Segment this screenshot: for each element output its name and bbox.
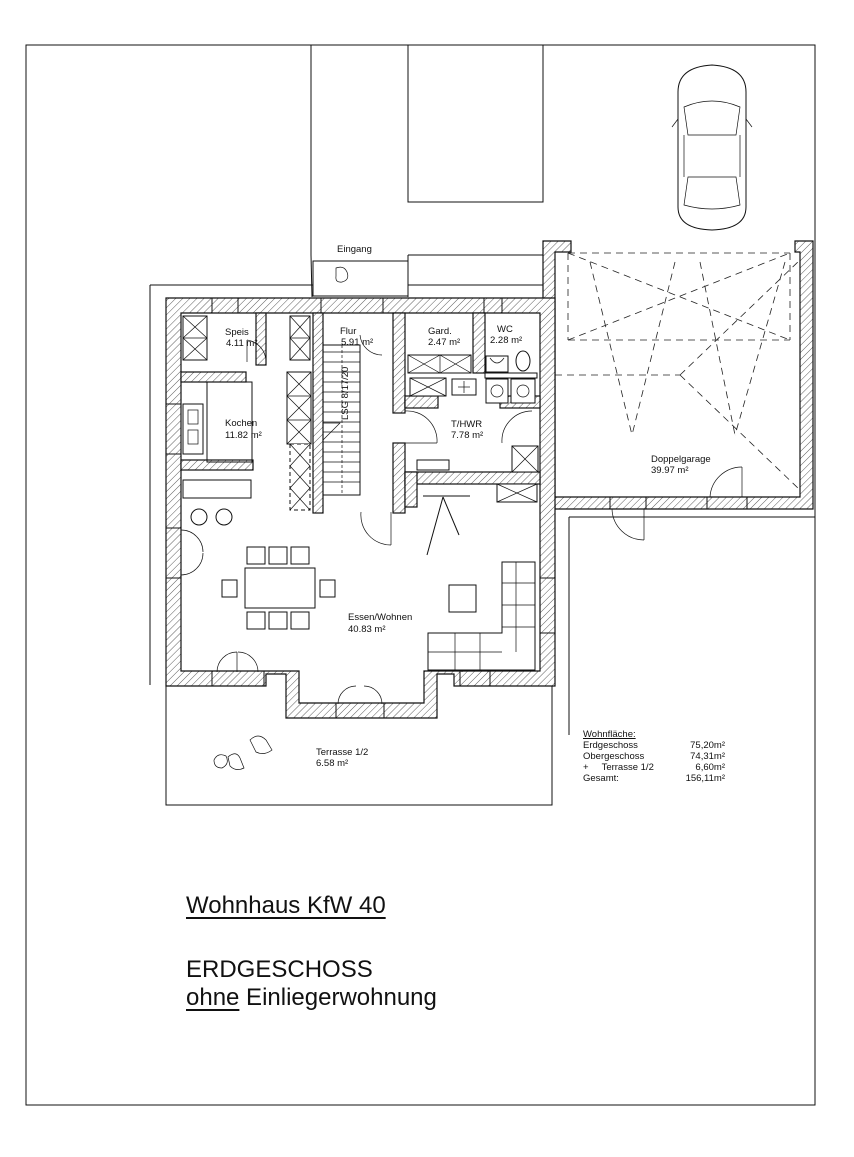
car-icon: [672, 65, 752, 230]
room-area-flur: 5.91 m²: [341, 337, 374, 348]
floor-subtitle-underlined: ohne: [186, 984, 240, 1011]
floor-subtitle-rest: Einliegerwohnung: [239, 984, 437, 1011]
title-block: [186, 892, 437, 1012]
room-name-wc: WC: [497, 324, 513, 335]
area-row-label: + Terrasse 1/2: [583, 762, 654, 773]
floor-title: ERDGESCHOSS: [186, 956, 373, 983]
area-row-label: Obergeschoss: [583, 751, 645, 762]
site-lines: [150, 45, 815, 735]
room-area-speis: 4.11 m²: [226, 338, 258, 349]
room-area-terrasse: 6.58 m²: [316, 758, 349, 769]
area-row-label: Gesamt:: [583, 773, 619, 784]
entrance: [336, 267, 348, 282]
area-row-value: 75,20m²: [690, 740, 725, 751]
room-name-essen: Essen/Wohnen: [348, 612, 413, 623]
room-name-speis: Speis: [225, 327, 249, 338]
room-name-thwr: T/HWR: [451, 419, 483, 430]
room-name-kochen: Kochen: [225, 418, 258, 429]
area-row-label: Erdgeschoss: [583, 740, 638, 751]
room-name-terrasse: Terrasse 1/2: [316, 747, 369, 758]
floor-subtitle: [186, 984, 437, 1012]
area-row: [583, 740, 725, 751]
area-summary: [583, 729, 725, 784]
area-row: [583, 762, 725, 773]
room-area-essen: 40.83 m²: [348, 624, 386, 635]
area-row-value: 156,11m²: [685, 773, 725, 784]
label-eingang: Eingang: [337, 244, 372, 255]
garage-walls: [543, 241, 813, 540]
area-row: [583, 751, 725, 762]
area-row-value: 6,60m²: [695, 762, 725, 773]
room-area-wc: 2.28 m²: [490, 335, 523, 346]
room-name-doppelgarage: Doppelgarage: [651, 454, 711, 465]
project-title: Wohnhaus KfW 40: [186, 892, 386, 919]
area-row: [583, 773, 725, 784]
stair-label: LSG 8/17/20: [340, 366, 351, 420]
area-row-value: 74,31m²: [690, 751, 725, 762]
room-area-thwr: 7.78 m²: [451, 430, 484, 441]
room-name-gard: Gard.: [428, 326, 452, 337]
staircase: [323, 345, 360, 495]
room-area-gard: 2.47 m²: [428, 337, 461, 348]
room-area-kochen: 11.82 m²: [225, 430, 262, 441]
room-name-flur: Flur: [340, 326, 357, 337]
area-summary-heading: Wohnfläche:: [583, 729, 636, 740]
room-area-doppelgarage: 39.97 m²: [651, 465, 689, 476]
